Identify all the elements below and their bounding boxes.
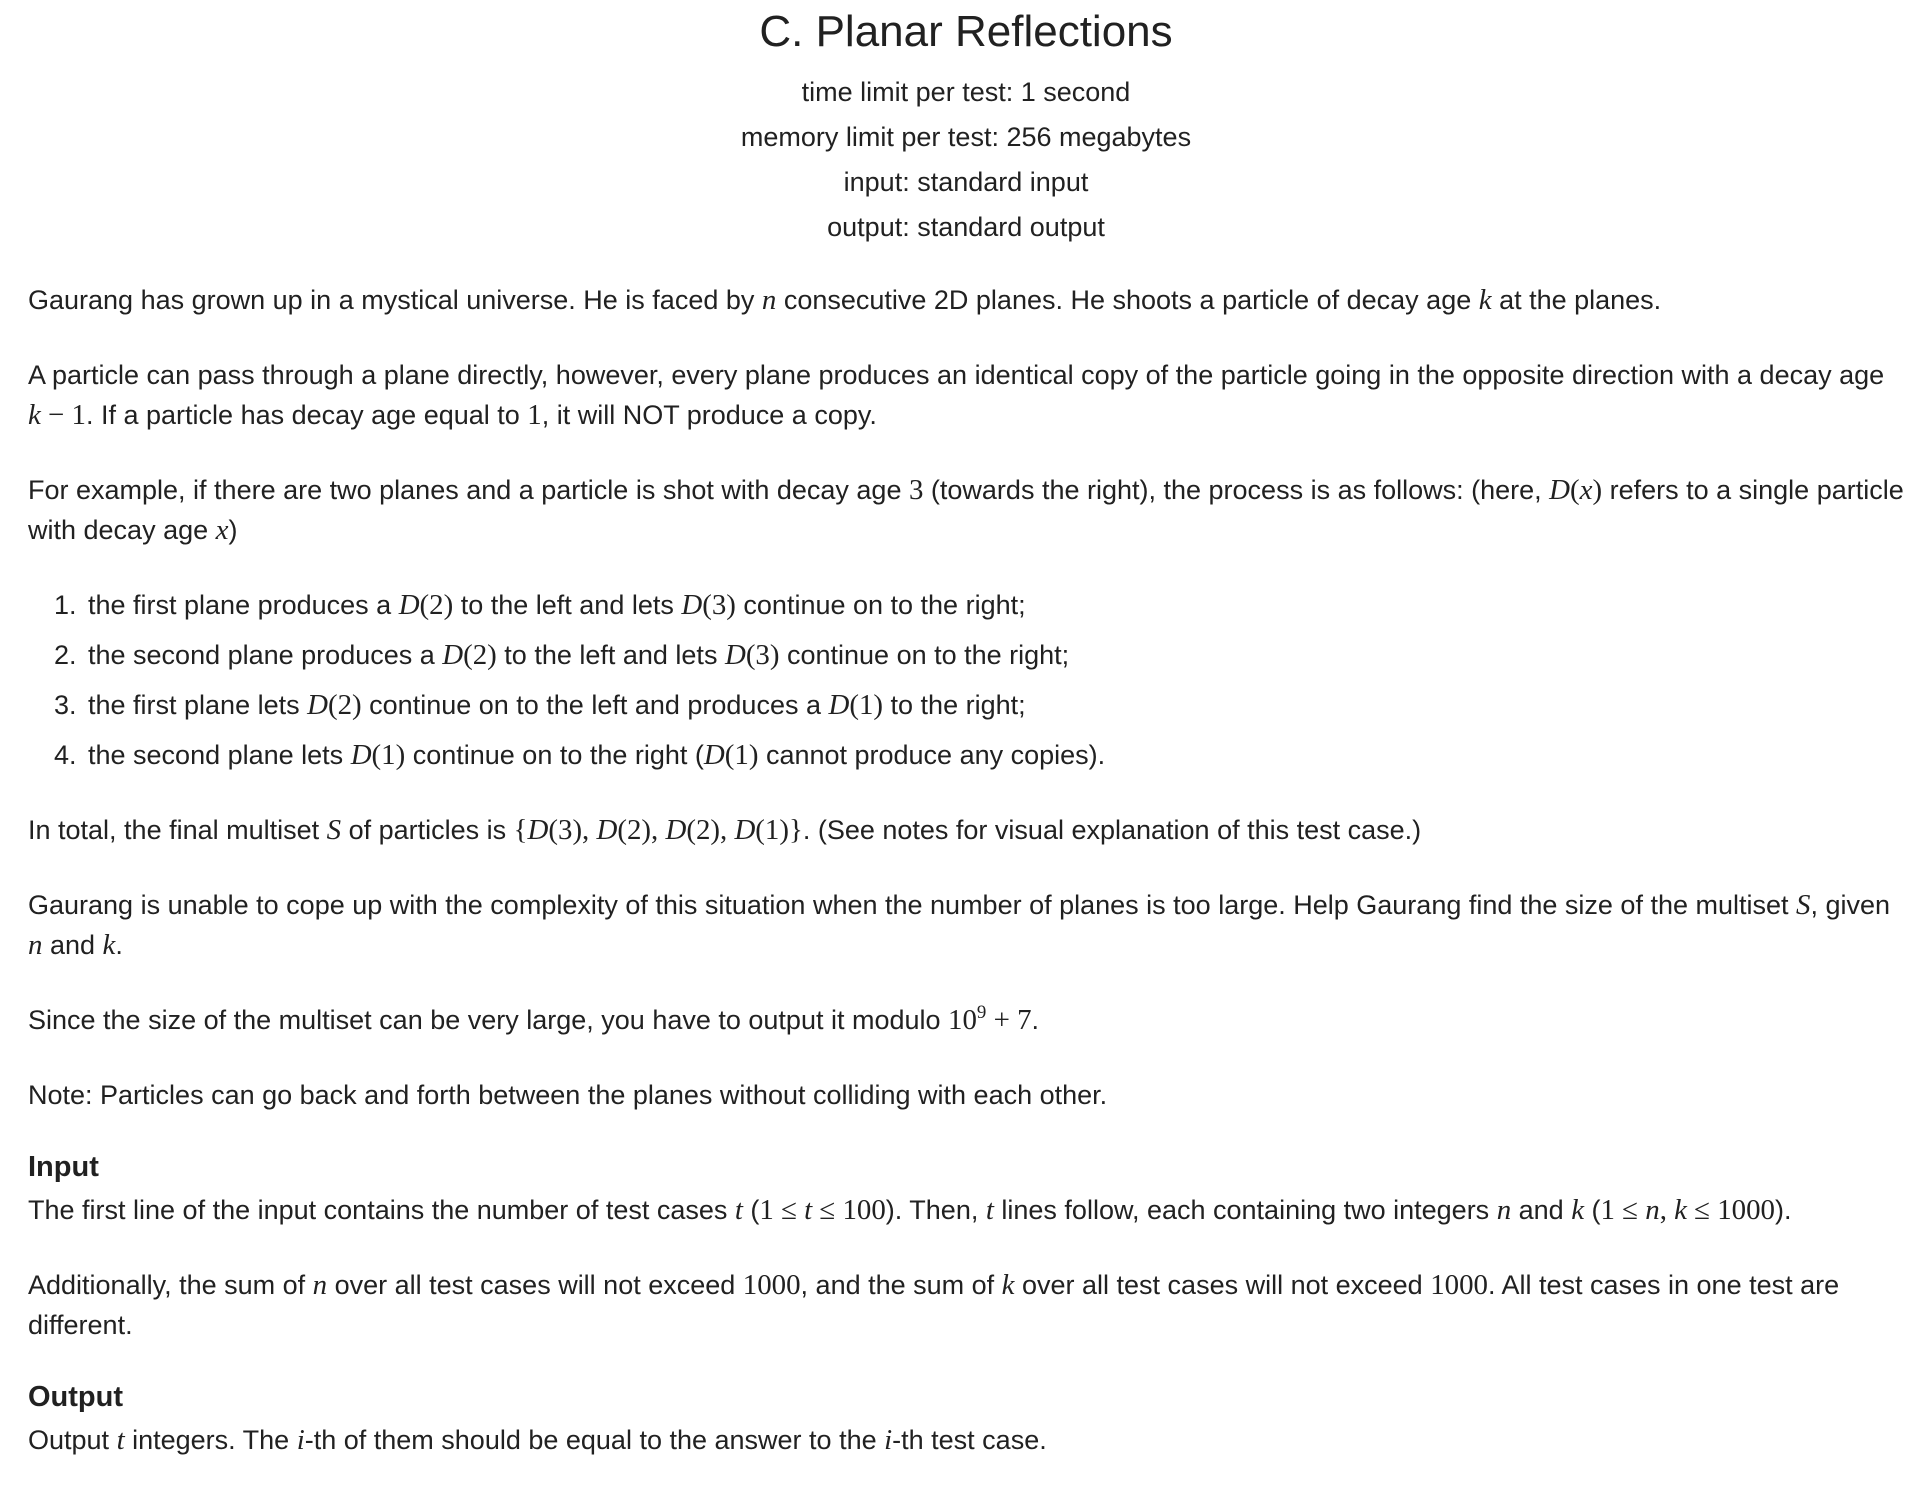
math-number: 1000 [1430,1268,1488,1301]
text-run: continue on to the right; [779,639,1070,670]
text-run: ). Then, [885,1194,986,1225]
text-run: consecutive 2D planes. He shoots a particle of decay age [776,284,1479,315]
text-run: , and the sum of [800,1269,1002,1300]
text-run: and [42,929,103,960]
math-number: ≤ 100 [812,1193,886,1226]
text-run: ( [1584,1194,1601,1225]
text-run: and [1511,1194,1572,1225]
output-spec: output: standard output [827,211,1105,242]
problem-header [28,6,1904,250]
math-variable: S [1796,888,1811,921]
text-run: In total, the final multiset [28,814,327,845]
input-spec: input: standard input [843,166,1089,197]
math-variable: D [703,738,725,771]
problem-title: C. Planar Reflections [759,7,1173,56]
math-variable: D [828,688,850,721]
example-step [84,635,1904,675]
math-variable: x [215,513,229,546]
text-run: A particle can pass through a plane directly, however, every plane produces an identical copy of the particle going in the opposite direction with a decay age [28,359,1885,390]
text-run: (towards the right), the process is as follows: (here, [923,474,1550,505]
text-run: to the right; [883,689,1026,720]
text-run: the second plane lets [88,739,351,770]
memory-limit: memory limit per test: 256 megabytes [740,121,1192,152]
math-variable: k [1674,1193,1687,1226]
paragraph-help [28,885,1904,965]
problem-body [28,280,1904,1460]
text-run: The first line of the input contains the number of test cases [28,1194,735,1225]
example-step [84,585,1904,625]
text-run: Additionally, the sum of [28,1269,313,1300]
math-number: (2), [617,813,666,846]
paragraph-example [28,470,1904,550]
text-run: Gaurang has grown up in a mystical universe. He is faced by [28,284,762,315]
text-run: Output [28,1424,117,1455]
math-number: (2) [327,688,362,721]
math-variable: t [985,1193,994,1226]
text-run: the second plane produces a [88,639,443,670]
math-variable: n [761,283,777,316]
paragraph-note [28,1075,1904,1115]
time-limit: time limit per test: 1 second [801,76,1131,107]
math-number: { [513,813,528,846]
math-variable: D [724,638,746,671]
math-number: (1) [724,738,759,771]
example-step [84,685,1904,725]
paragraph-output-answer [28,1420,1904,1460]
math-number: (1) [849,688,884,721]
text-run: refers to a single particle with decay age [28,474,1904,545]
math-number: (1) [371,738,406,771]
math-variable: D [527,813,549,846]
math-number: ≤ 1000 [1686,1193,1775,1226]
paragraph-total-multiset [28,810,1904,850]
math-number: 10 [948,1003,977,1036]
paragraph-modulo [28,1000,1904,1040]
math-variable: n [1645,1193,1660,1226]
text-run: . [115,929,123,960]
math-number: ( [1570,473,1580,506]
text-run: to the left and lets [496,639,725,670]
text-run: at the planes. [1491,284,1662,315]
math-number: + 7 [986,1003,1032,1036]
math-variable: k [28,398,41,431]
math-number: (2) [463,638,497,671]
text-run: . If a particle has decay age equal to [86,399,528,430]
math-number: 1 [527,398,542,431]
math-number: (3), [548,813,597,846]
math-number: − 1 [40,398,86,431]
math-variable: i [884,1423,893,1456]
math-variable: t [734,1193,743,1226]
text-run: continue on to the right; [735,589,1026,620]
text-run: Since the size of the multiset can be very large, you have to output it modulo [28,1004,949,1035]
text-run: Note: Particles can go back and forth between the planes without colliding with each other. [28,1079,1108,1110]
output-section-title: Output [28,1380,124,1413]
text-run: continue on to the left and produces a [361,689,829,720]
example-steps-list [28,585,1904,775]
math-variable: k [1001,1268,1015,1301]
paragraph-input-constraints [28,1190,1904,1230]
text-run: of particles is [341,814,514,845]
text-run: . [1031,1004,1040,1035]
text-run: to the left and lets [453,589,682,620]
paragraph-input-sums [28,1265,1904,1345]
math-variable: D [442,638,464,671]
math-variable: n [312,1268,328,1301]
math-number: (2), [686,813,735,846]
text-run: the first plane produces a [88,589,399,620]
text-run: -th test case. [892,1424,1047,1455]
math-number: ) [1592,473,1603,506]
math-superscript: 9 [976,1001,987,1023]
math-variable: D [734,813,756,846]
math-number: 1000 [742,1268,801,1301]
math-variable: n [28,928,43,961]
math-variable: D [307,688,328,721]
math-variable: k [1478,283,1492,316]
math-variable: D [350,738,372,771]
text-run: , given [1810,889,1891,920]
math-variable: D [596,813,618,846]
math-number: , [1659,1193,1675,1226]
text-run: Gaurang is unable to cope up with the complexity of this situation when the number of planes is too large. Help Gaurang find the size of the multiset [28,889,1797,920]
text-run: ). [1775,1194,1792,1225]
text-run: cannot produce any copies). [758,739,1106,770]
math-variable: S [326,813,342,846]
math-variable: D [665,813,687,846]
example-step [84,735,1904,775]
math-variable: D [681,588,703,621]
text-run: lines follow, each containing two integers [993,1194,1497,1225]
text-run: , it will NOT produce a copy. [541,399,877,430]
text-run: -th of them should be equal to the answer to the [304,1424,885,1455]
text-run: integers. The [124,1424,297,1455]
input-section-title: Input [28,1150,99,1183]
math-variable: i [296,1423,305,1456]
math-number: 1 ≤ [759,1193,805,1226]
paragraph-intro [28,280,1904,320]
text-run: over all test cases will not exceed [1014,1269,1431,1300]
text-run: . (See notes for visual explanation of this test case.) [802,814,1422,845]
text-run: . All test cases in one test are different. [28,1269,1840,1340]
text-run: ) [228,514,238,545]
math-number: (3) [702,588,736,621]
math-variable: n [1496,1193,1512,1226]
math-variable: D [398,588,420,621]
math-number: 3 [908,473,924,506]
text-run: the first plane lets [88,689,308,720]
math-variable: t [804,1193,813,1226]
math-variable: k [1571,1193,1585,1226]
math-variable: x [1579,473,1593,506]
math-number: 1 ≤ [1600,1193,1646,1226]
math-number: (1)} [755,813,803,846]
math-number: (3) [745,638,780,671]
math-variable: k [102,928,116,961]
text-run: ( [742,1194,760,1225]
text-run: For example, if there are two planes and a particle is shot with decay age [28,474,909,505]
math-variable: t [116,1423,125,1456]
text-run: over all test cases will not exceed [327,1269,743,1300]
text-run: continue on to the right ( [405,739,704,770]
paragraph-copy-rule [28,355,1904,435]
math-variable: D [1549,473,1571,506]
math-number: (2) [419,588,454,621]
